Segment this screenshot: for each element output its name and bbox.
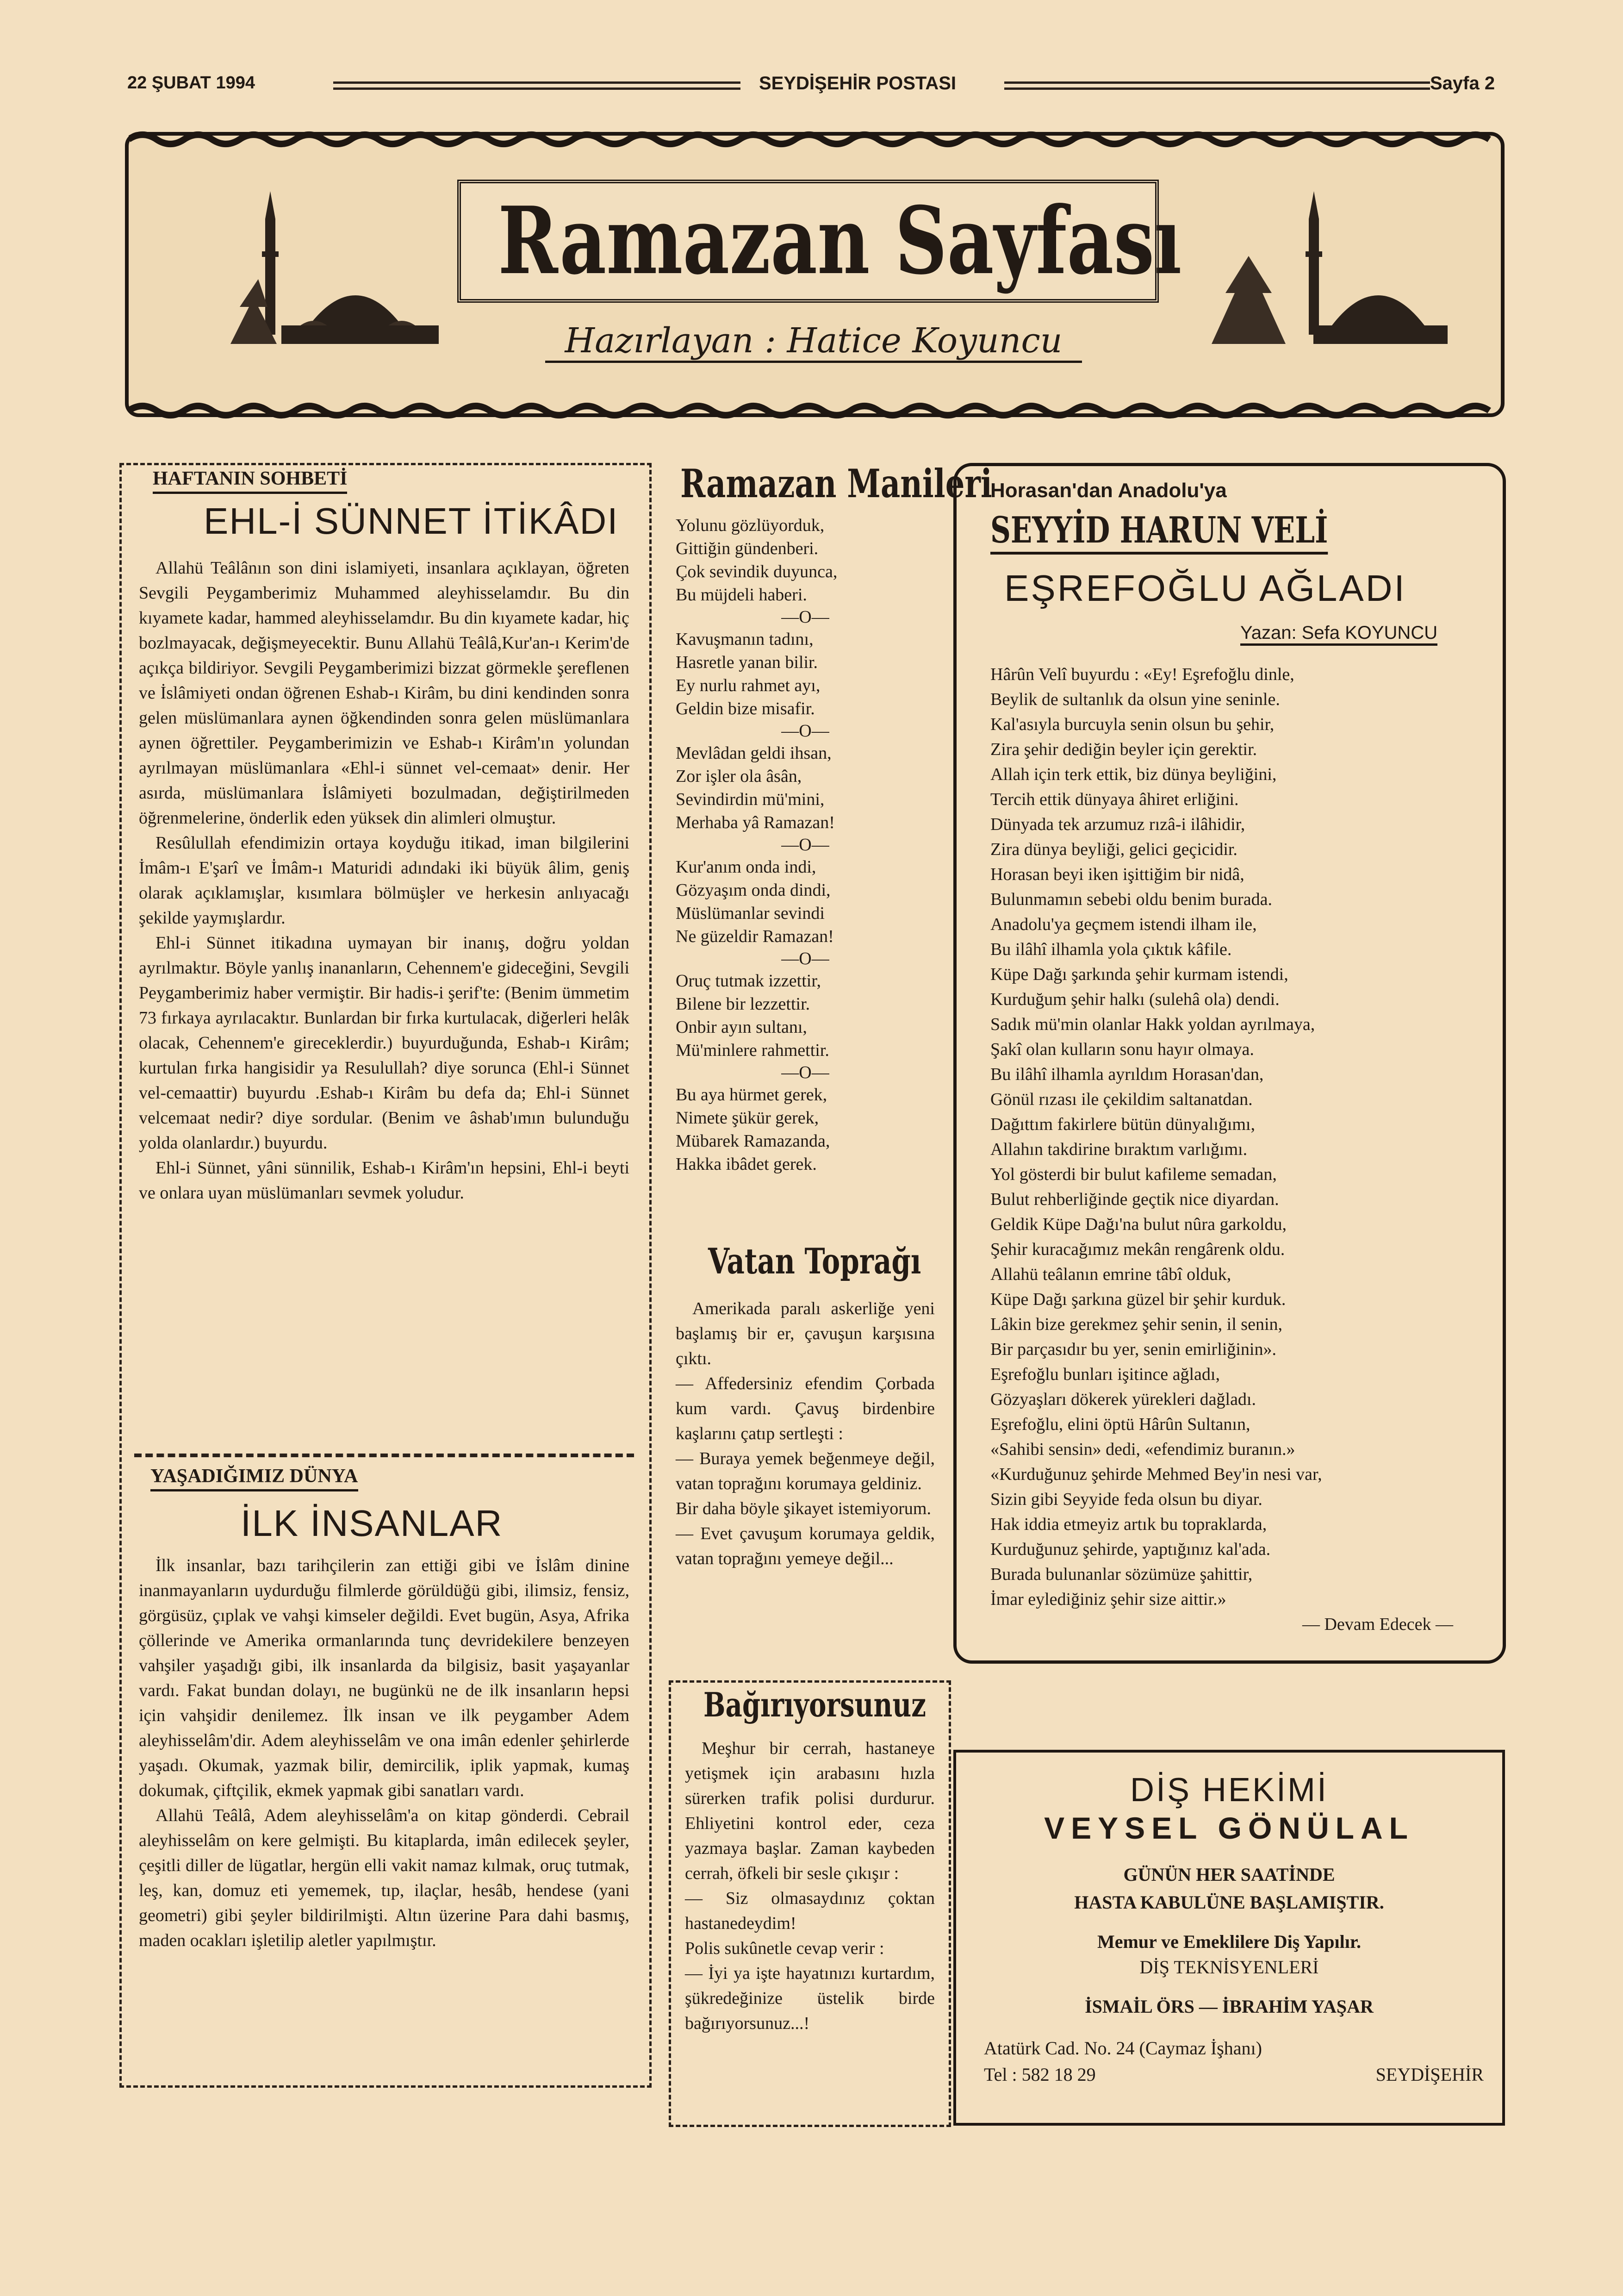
mani-line: Zor işler ola âsân, xyxy=(676,767,802,786)
mani-line: Ne güzeldir Ramazan! xyxy=(676,927,834,946)
maniler-body xyxy=(676,514,935,1176)
header-paper-name: SEYDİŞEHİR POSTASI xyxy=(759,73,957,94)
bagiriyor-line: Polis sukûnetle cevap verir : xyxy=(685,1939,884,1958)
vatan-line: — Evet çavuşum korumaya geldik, vatan toprağını yemeye değil... xyxy=(676,1524,935,1568)
dunya-title: İLK İNSANLAR xyxy=(241,1503,503,1544)
mani-line: Müslümanlar sevindi xyxy=(676,904,825,923)
poem-line: Gönül rızası ile çekildim saltanatdan. xyxy=(990,1090,1253,1109)
mani-line: Bilene bir lezzettir. xyxy=(676,994,810,1014)
dashed-divider xyxy=(134,1454,634,1457)
poem-line: Eşrefoğlu bunları işitince ağladı, xyxy=(990,1365,1220,1384)
poem-line: Horasan beyi iken işittiğim bir nidâ, xyxy=(990,865,1244,884)
dentist-ad xyxy=(953,1750,1505,2126)
harun-more: — Devam Edecek — xyxy=(1302,1615,1453,1634)
sohbet-paragraph: Ehl-i Sünnet, yâni sünnilik, Eshab-ı Kirâm'ın hepsini, Ehl-i beyti ve onlara uyan müslümanları sevmek yoludur. xyxy=(139,1158,629,1203)
mani-stanza xyxy=(676,969,935,1062)
mani-line: Çok sevindik duyunca, xyxy=(676,562,838,581)
ad-name: VEYSEL GÖNÜLAL xyxy=(1044,1811,1414,1845)
poem-line: Eşrefoğlu, elini öptü Hârûn Sultanın, xyxy=(990,1415,1250,1434)
dunya-section-label: YAŞADIĞIMIZ DÜNYA xyxy=(150,1465,358,1491)
poem-line: Tercih ettik dünyaya âhiret erliğini. xyxy=(990,790,1239,809)
harun-author: Yazan: Sefa KOYUNCU xyxy=(1240,623,1437,646)
poem-line: «Kurduğunuz şehirde Mehmed Bey'in nesi var, xyxy=(990,1465,1322,1484)
poem-line: Kurduğunuz şehirde, yaptığınız kal'ada. xyxy=(990,1540,1271,1559)
mani-separator: —O— xyxy=(781,721,829,741)
dunya-paragraph: Allahü Teâlâ, Adem aleyhisselâm'a on kitap gönderdi. Cebrail aleyhisselâm on kere gelmişti. Bu kitaplarda, imân edilecek şeyler, çeşitli diller de lügatlar, hergün elli vakit namaz kılmak, oruç tutmak, leş, kan, domuz eti yememek, tıp, ilaçlar, hesâb, hendese (yani geometri) gibi şeyler bildirilmişti. Altın üzerine Para dahi basmış, maden ocakları işletilip aletler yapılmıştır. xyxy=(139,1806,629,1950)
mani-stanza xyxy=(676,628,935,720)
banner-title-box xyxy=(457,180,1182,303)
mani-line: Mü'minlere rahmettir. xyxy=(676,1041,829,1060)
dunya-paragraph: İlk insanlar, bazı tarihçilerin zan ettiği gibi ve İslâm dinine inanmayanların uydurduğu filmlerde görüldüğü gibi, ilimsiz, fensiz, görgüsüz, çıplak ve vahşi kimseler değildi. Evet bugün, Asya, Afrika çöllerinde ve Amerika ormanlarında tunç devridekilere benzeyen vahşiler yaşadığı gibi, ilk insanlarda da bilgisiz, basit yaşayanlar vardı. Fakat bundan dolayı, ne bugünkü ne de ilk insanların hepsi için vahşidir denilemez. İlk insan ve ilk peygamber Adem aleyhisselâm'dir. Adem aleyhisselâm ve ona imân edenler şehirlerde yaşadı. Okumak, yazmak bilir, demircilik, iplik yapmak, kumaş dokumak, çiftçilik, ekmek yapmak gibi sanatları vardı. xyxy=(139,1556,629,1800)
vatan-line: Amerikada paralı askerliğe yeni başlamış bir er, çavuşun karşısına çıktı. xyxy=(676,1299,935,1368)
mani-line: Hakka ibâdet gerek. xyxy=(676,1154,817,1174)
vatan-line: — Affedersiniz efendim Çorbada kum vardı. Çavuş birdenbire kaşlarını çatıp sertleşti : xyxy=(676,1374,935,1443)
poem-line: Zira dünya beyliği, gelici geçicidir. xyxy=(990,840,1237,859)
ad-line-2: HASTA KABULÜNE BAŞLAMIŞTIR. xyxy=(1074,1892,1384,1913)
mosque-icon-left xyxy=(221,187,480,358)
poem-line: İmar eylediğiniz şehir size aittir.» xyxy=(990,1590,1226,1609)
mani-separator: —O— xyxy=(781,835,829,855)
sohbet-paragraph: Ehl-i Sünnet itikadına uymayan bir inanış, doğru yoldan ayrılmaktır. Böyle yanlış inananların, Cehennem'e gideceğini, Sevgili Peygamberimiz haber vermiştir. Bir hadis-i şerif'te: (Benim ümmetim 73 fırkaya ayrılacaktır. Bunlardan bir fırka kurtulacak, diğerleri helâk olacak, Cehennem'e gireceklerdir.) buyurduğunda, Eshab-ı Kirâm; kurtulan fırka hangisidir ya Resulullah? diye sorunca (Ehl-i Sünnet vel-cemaattir) buyurdu .Eshab-ı Kirâm bu defa da; Ehl-i Sünnet velcemaat nedir? diye sordular. (Benim ve âshab'ımın bulunduğu yolda olanlardır.) buyurdu. xyxy=(139,933,629,1153)
poem-line: Geldik Küpe Dağı'na bulut nûra garkoldu, xyxy=(990,1215,1287,1234)
poem-line: Gözyaşları dökerek yürekleri dağladı. xyxy=(990,1390,1256,1409)
poem-line: «Sahibi sensin» dedi, «efendimiz buranın.» xyxy=(990,1440,1295,1459)
poem-line: Burada bulunanlar sözümüze şahittir, xyxy=(990,1565,1253,1584)
banner-frame xyxy=(125,132,1505,417)
mani-line: Mübarek Ramazanda, xyxy=(676,1131,830,1151)
poem-line: Küpe Dağı şarkında şehir kurmam istendi, xyxy=(990,965,1288,984)
mani-line: Nimete şükür gerek, xyxy=(676,1108,819,1128)
sohbet-paragraph: Resûlullah efendimizin ortaya koyduğu itikad, iman bilgilerini İmâm-ı E'şarî ve İmâm-ı Maturidi adındaki iki büyük âlim, geniş olarak açıklamışlar, kısımlara bölmüşler ve herkesin anlıyacağı şekilde yaymışlardır. xyxy=(139,833,629,928)
ad-line-1: GÜNÜN HER SAATİNDE xyxy=(1123,1864,1335,1885)
mani-stanza xyxy=(676,514,935,606)
mani-stanza xyxy=(676,742,935,834)
ad-address: Atatürk Cad. No. 24 (Caymaz İşhanı) xyxy=(984,2038,1262,2059)
poem-line: Allahın takdirine bıraktım varlığımı. xyxy=(990,1140,1248,1159)
header-rule-right xyxy=(1004,81,1430,90)
mani-line: Geldin bize misafir. xyxy=(676,699,815,718)
poem-line: Lâkin bize gerekmez şehir senin, il senin, xyxy=(990,1315,1283,1334)
poem-line: Şakî olan kulların sonu hayır olmaya. xyxy=(990,1040,1254,1059)
mani-line: Oruç tutmak izzettir, xyxy=(676,971,821,991)
poem-line: Allahü teâlanın emrine tâbî olduk, xyxy=(990,1265,1231,1284)
poem-line: Allah için terk ettik, biz dünya beyliğini, xyxy=(990,765,1277,784)
mani-separator: —O— xyxy=(781,607,829,627)
mani-line: Mevlâdan geldi ihsan, xyxy=(676,743,832,763)
mani-line: Yolunu gözlüyorduk, xyxy=(676,516,825,535)
poem-line: Şehir kuracağımız mekân rengârenk oldu. xyxy=(990,1240,1285,1259)
sohbet-section-label: HAFTANIN SOHBETİ xyxy=(153,468,347,494)
vatan-title: Vatan Toprağı xyxy=(708,1241,921,1282)
ad-line-5: İSMAİL ÖRS — İBRAHİM YAŞAR xyxy=(1085,1996,1374,2017)
poem-line: Hârûn Velî buyurdu : «Ey! Eşrefoğlu dinle, xyxy=(990,665,1294,684)
bagiriyor-title: Bağırıyorsunuz xyxy=(703,1685,927,1724)
mosque-icon-right xyxy=(1193,187,1452,358)
ad-phone: Tel : 582 18 29 xyxy=(984,2064,1096,2085)
mani-stanza xyxy=(676,855,935,948)
vatan-line: Bir daha böyle şikayet istemiyorum. xyxy=(676,1499,931,1518)
mani-line: Bu aya hürmet gerek, xyxy=(676,1085,827,1104)
poem-line: Bir parçasıdır bu yer, senin emirliğinin». xyxy=(990,1340,1276,1359)
vatan-line: — Buraya yemek beğenmeye değil, vatan toprağını korumaya geldiniz. xyxy=(676,1449,935,1493)
mani-line: Bu müjdeli haberi. xyxy=(676,585,807,605)
mani-separator: —O— xyxy=(781,949,829,968)
ad-line-3: Memur ve Emeklilere Diş Yapılır. xyxy=(1097,1931,1361,1952)
header-date: 22 ŞUBAT 1994 xyxy=(127,73,255,93)
harun-name: SEYYİD HARUN VELİ xyxy=(990,509,1328,555)
mani-line: Hasretle yanan bilir. xyxy=(676,653,818,672)
bagiriyor-body xyxy=(685,1736,935,2036)
poem-line: Bu ilâhî ilhamla ayrıldım Horasan'dan, xyxy=(990,1065,1264,1084)
poem-line: Bulunmamın sebebi oldu benim burada. xyxy=(990,890,1272,909)
ad-city: SEYDİŞEHİR xyxy=(1375,2064,1484,2085)
poem-line: Hak iddia etmeyiz artık bu topraklarda, xyxy=(990,1515,1267,1534)
poem-line: Anadolu'ya geçmem istendi ilham ile, xyxy=(990,915,1257,934)
bagiriyor-line: Meşhur bir cerrah, hastaneye yetişmek için arabasını hızla sürerken trafik polisi durdurur. Ehliyetini kontrol eder, ceza yazmaya başlar. Zaman kaybeden cerrah, öfkeli bir sesle çıkışır : xyxy=(685,1739,935,1883)
mani-line: Ey nurlu rahmet ayı, xyxy=(676,676,821,695)
mani-stanza xyxy=(676,1083,935,1176)
poem-line: Dünyada tek arzumuz rızâ-i ilâhidir, xyxy=(990,815,1245,834)
ad-heading: DİŞ HEKİMİ xyxy=(1130,1772,1329,1809)
poem-line: Zira şehir dediğin beyler için gerektir. xyxy=(990,740,1257,759)
poem-line: Dağıttım fakirlere bütün dünyalığımı, xyxy=(990,1115,1255,1134)
ad-line-4: DİŞ TEKNİSYENLERİ xyxy=(1139,1957,1319,1978)
harun-kicker: Horasan'dan Anadolu'ya xyxy=(990,479,1227,502)
bagiriyor-line: — Siz olmasaydınız çoktan hastanedeydim! xyxy=(685,1889,935,1933)
poem-line: Küpe Dağı şarkına güzel bir şehir kurduk. xyxy=(990,1290,1286,1309)
harun-title: EŞREFOĞLU AĞLADI xyxy=(1004,568,1406,609)
poem-line: Sadık mü'min olanlar Hakk yoldan ayrılmaya, xyxy=(990,1015,1315,1034)
poem-line: Beylik de sultanlık da olsun yine seninle. xyxy=(990,690,1280,709)
header-page-number: Sayfa 2 xyxy=(1430,73,1495,94)
poem-line: Bu ilâhî ilhamla yola çıktık kâfile. xyxy=(990,940,1232,959)
poem-line: Bulut rehberliğinde geçtik nice diyardan. xyxy=(990,1190,1279,1209)
poem-line: Kurduğum şehir halkı (sulehâ ola) dendi. xyxy=(990,990,1280,1009)
wave-border-bottom xyxy=(129,401,1501,420)
harun-poem xyxy=(990,662,1481,1637)
header-rule-left xyxy=(333,81,740,90)
maniler-title: Ramazan Manileri xyxy=(680,461,992,506)
mani-line: Onbir ayın sultanı, xyxy=(676,1017,807,1037)
mani-line: Kavuşmanın tadını, xyxy=(676,630,814,649)
banner-title: Ramazan Sayfası xyxy=(498,187,1182,295)
mani-line: Gözyaşım onda dindi, xyxy=(676,880,831,900)
poem-line: Sizin gibi Seyyide feda olsun bu diyar. xyxy=(990,1490,1262,1509)
vatan-body xyxy=(676,1296,935,1571)
bagiriyor-line: — İyi ya işte hayatınızı kurtardım, şükredeğinize üstelik birde bağırıyorsunuz...! xyxy=(685,1964,935,2033)
mani-line: Sevindirdin mü'mini, xyxy=(676,790,825,809)
sohbet-title: EHL-İ SÜNNET İTİKÂDI xyxy=(204,500,619,542)
poem-line: Kal'asıyla burcuyla senin olsun bu şehir, xyxy=(990,715,1275,734)
wave-border-top xyxy=(129,130,1501,149)
mani-line: Kur'anım onda indi, xyxy=(676,857,816,877)
mani-line: Gittiğin gündenberi. xyxy=(676,539,819,558)
dunya-body xyxy=(139,1553,629,1953)
sohbet-paragraph: Allahü Teâlânın son dini islamiyeti, insanlara açıklayan, öğreten Sevgili Peygamberimiz Muhammed aleyhisselamdır. Bu din kıyamete kadar, hammed aleyhisselamdır. Bu din kıyamete kadar, hiç bozlmayacak, değişmeyecektir. Bunu Allahü Teâlâ,Kur'an-ı Kerim'de açıkça bildiriyor. Sevgili Peygamberimizi bizzat görmekle şereflenen ve İslâmiyeti ondan öğrenen Eshab-ı Kirâm, bu dini kendinden sonra gelen müslümanlara aynen öğkendinden sonra gelen müslümanlara aynen öğrettiler. Peygamberimizin ve Eshab-ı Kirâm'ın yolundan ayrılmayan müslümanlara «Ehl-i sünnet vel-cemaat» denir. Her asırda, müslümanlara İslâmiyeti bozulmadan, değiştirilmeden öğrenmelerine, önderlik eden yüksek din alimleri olmuştur. xyxy=(139,558,629,828)
poem-line: Yol gösterdi bir bulut kafileme semadan, xyxy=(990,1165,1277,1184)
sohbet-body xyxy=(139,555,629,1205)
mani-line: Merhaba yâ Ramazan! xyxy=(676,813,835,832)
banner-byline: Hazırlayan : Hatice Koyuncu xyxy=(545,321,1082,363)
mani-separator: —O— xyxy=(781,1063,829,1082)
